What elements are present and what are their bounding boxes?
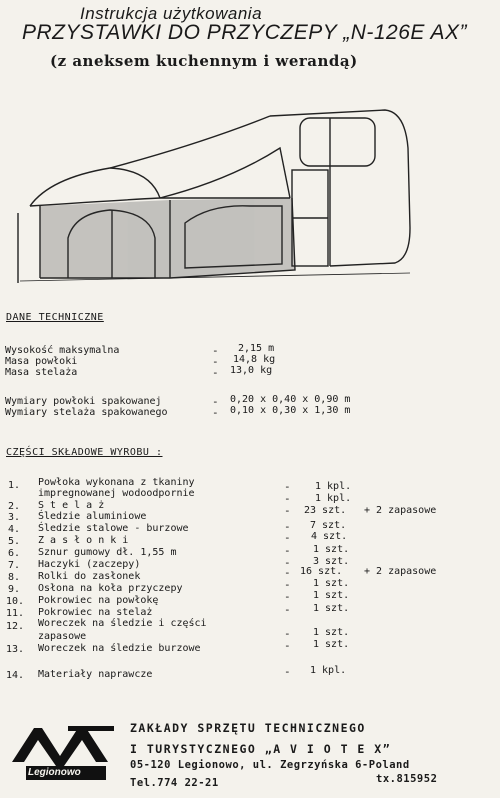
dash: - <box>284 480 291 493</box>
document-title-line1: Instrukcja użytkowania <box>80 4 263 23</box>
tech-value-cover-mass: 14,8 kg <box>233 354 276 365</box>
dash: - <box>212 406 219 419</box>
part-qty: 1 szt. <box>313 578 350 589</box>
part-name: Z a s ł o n k i <box>38 535 129 546</box>
part-note: + 2 zapasowe <box>364 566 437 577</box>
dash: - <box>284 556 291 569</box>
part-qty: 23 szt. <box>304 505 347 516</box>
dash: - <box>212 344 219 357</box>
company-telex: tx.815952 <box>376 773 438 785</box>
part-number: 11. <box>6 608 25 619</box>
dash: - <box>212 366 219 379</box>
tech-label-packed-frame: Wymiary stelaża spakowanego <box>5 407 168 418</box>
tech-label-packed-cover: Wymiary powłoki spakowanej <box>5 396 162 407</box>
dash: - <box>212 395 219 408</box>
part-name: Śledzie stalowe - burzowe <box>38 523 189 534</box>
part-qty: 1 szt. <box>313 603 350 614</box>
dash: - <box>284 492 291 505</box>
part-number: 10. <box>6 596 25 607</box>
part-number: 2. <box>8 501 21 512</box>
company-address: 05-120 Legionowo, ul. Zegrzyńska 6-Poland <box>130 759 410 771</box>
tech-label-cover-mass: Masa powłoki <box>5 356 78 367</box>
part-number: 3. <box>8 512 21 523</box>
part-name: Pokrowiec na powłokę <box>38 595 159 606</box>
part-number: 8. <box>8 572 21 583</box>
part-qty: 1 kpl. <box>310 665 347 676</box>
tech-label-height: Wysokość maksymalna <box>5 345 120 356</box>
dash: - <box>284 544 291 557</box>
tech-value-packed-frame: 0,10 x 0,30 x 1,30 m <box>230 405 351 416</box>
dash: - <box>212 355 219 368</box>
part-qty: 4 szt. <box>311 531 348 542</box>
company-phone: Tel.774 22-21 <box>130 777 219 789</box>
part-qty: 3 szt. <box>313 556 350 567</box>
part-number: 12. <box>6 621 25 632</box>
company-name-line2: I TURYSTYCZNEGO „A V I O T E X” <box>130 742 392 756</box>
dash: - <box>284 531 291 544</box>
part-name: Osłona na koła przyczepy <box>38 583 183 594</box>
part-name: Sznur gumowy dł. 1,55 m <box>38 547 177 558</box>
part-qty: 1 szt. <box>313 544 350 555</box>
part-number: 7. <box>8 560 21 571</box>
logo-text: Legionowo <box>28 767 81 778</box>
company-name-line1: ZAKŁADY SPRZĘTU TECHNICZNEGO <box>130 721 366 735</box>
part-number: 14. <box>6 670 25 681</box>
part-number: 13. <box>6 644 25 655</box>
dash: - <box>284 590 291 603</box>
tech-value-height: 2,15 m <box>238 343 275 354</box>
part-qty: 16 szt. <box>300 566 343 577</box>
technical-data-heading: DANE TECHNICZNE <box>6 312 104 323</box>
part-name: Materiały naprawcze <box>38 669 153 680</box>
dash: - <box>284 603 291 616</box>
tech-label-frame-mass: Masa stelaża <box>5 367 78 378</box>
part-number: 5. <box>8 536 21 547</box>
part-name: Woreczek na śledzie i części <box>38 618 207 629</box>
dash: - <box>284 504 291 517</box>
tech-value-packed-cover: 0,20 x 0,40 x 0,90 m <box>230 394 351 405</box>
part-name: Rolki do zasłonek <box>38 571 141 582</box>
dash: - <box>284 665 291 678</box>
awning-illustration <box>0 88 420 283</box>
part-note: + 2 zapasowe <box>364 505 437 516</box>
part-qty: 1 kpl. <box>315 493 352 504</box>
awning-roof <box>30 116 270 206</box>
part-name-cont: zapasowe <box>38 631 87 642</box>
part-qty: 1 szt. <box>313 639 350 650</box>
part-qty: 1 kpl. <box>315 481 352 492</box>
part-name: Woreczek na śledzie burzowe <box>38 643 201 654</box>
part-name: Powłoka wykonana z tkaniny <box>38 477 195 488</box>
part-name: Haczyki (zaczepy) <box>38 559 141 570</box>
part-qty: 7 szt. <box>310 520 347 531</box>
dash: - <box>284 520 291 533</box>
part-number: 4. <box>8 524 21 535</box>
part-number: 6. <box>8 548 21 559</box>
part-qty: 1 szt. <box>313 590 350 601</box>
document-title-product: PRZYSTAWKI DO PRZYCZEPY „N-126E AX” <box>22 21 467 44</box>
part-number: 1. <box>8 480 21 491</box>
dash: - <box>284 639 291 652</box>
part-number: 9. <box>8 584 21 595</box>
tech-value-frame-mass: 13,0 kg <box>230 365 273 376</box>
dash: - <box>284 566 291 579</box>
dash: - <box>284 578 291 591</box>
caravan-window <box>300 118 375 166</box>
parts-heading: CZĘŚCI SKŁADOWE WYROBU : <box>6 447 163 458</box>
part-name: S t e l a ż <box>38 500 105 511</box>
document-subtitle: (z aneksem kuchennym i werandą) <box>50 52 358 70</box>
part-qty: 1 szt. <box>313 627 350 638</box>
part-name: Pokrowiec na stelaż <box>38 607 153 618</box>
part-name-cont: impregnowanej wodoodpornie <box>38 488 195 499</box>
dash: - <box>284 627 291 640</box>
part-name: Śledzie aluminiowe <box>38 511 147 522</box>
